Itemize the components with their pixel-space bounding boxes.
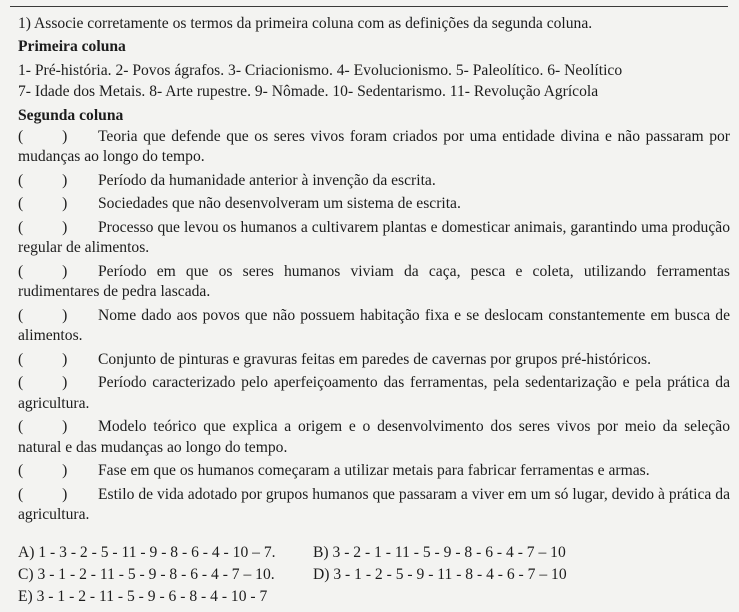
top-border-line xyxy=(10,6,728,7)
definition-text: Modelo teórico que explica a origem e o desenvolvimento dos seres vivos por meio da seleção natural e das mudanças ao longo do tempo. xyxy=(18,418,730,456)
definition-text: Processo que levou os humanos a cultivarem plantas e domesticar animais, garantindo uma produção regular de alimentos. xyxy=(18,218,730,256)
definition-item xyxy=(18,350,730,371)
answer-blank[interactable]: ( ) xyxy=(18,262,68,280)
definition-item xyxy=(18,461,730,482)
question-title: 1) Associe corretamente os termos da primeira coluna com as definições da segunda coluna. xyxy=(18,15,593,32)
definition-text: Período da humanidade anterior à invenção da escrita. xyxy=(98,171,436,189)
answer-blank[interactable]: ( ) xyxy=(18,195,68,212)
definition-text: Fase em que os humanos começaram a utilizar metais para fabricar ferramentas e armas. xyxy=(98,462,650,479)
terms-line: 7- Idade dos Metais. 8- Arte rupestre. 9- Nômade. 10- Sedentarismo. 11- Revolução Agrícola xyxy=(18,82,599,100)
terms-list xyxy=(18,61,730,102)
terms-line: 1- Pré-história. 2- Povos ágrafos. 3- Criacionismo. 4- Evolucionismo. 5- Paleolítico. 6- Neolítico xyxy=(18,62,623,79)
definition-text: Estilo de vida adotado por grupos humanos que passaram a viver em um só lugar, devido à prática da agricultura. xyxy=(18,485,730,523)
definition-item xyxy=(18,127,730,168)
answer-blank[interactable]: ( ) xyxy=(18,418,68,435)
answer-blank[interactable]: ( ) xyxy=(18,306,68,324)
option-a[interactable]: A) 1 - 3 - 2 - 5 - 11 - 9 - 8 - 6 - 4 - 10 – 7. xyxy=(18,543,276,561)
definition-text: Nome dado aos povos que não possuem habitação fixa e se deslocam constantemente em busca de alimentos. xyxy=(18,306,730,344)
answer-blank[interactable]: ( ) xyxy=(18,485,68,503)
answer-blank[interactable]: ( ) xyxy=(18,462,68,479)
second-column-heading: Segunda coluna xyxy=(18,107,124,124)
definition-text: Período caracterizado pelo aperfeiçoamento das ferramentas, pela sedentarização e pela prática da agricultura. xyxy=(18,374,730,412)
answer-blank[interactable]: ( ) xyxy=(18,374,68,391)
option-c[interactable]: C) 3 - 1 - 2 - 11 - 5 - 9 - 8 - 6 - 4 - 7 – 10. xyxy=(18,565,275,583)
definition-item xyxy=(18,485,730,526)
definition-text: Conjunto de pinturas e gravuras feitas em paredes de cavernas por grupos pré-históricos. xyxy=(98,350,651,368)
definition-item xyxy=(18,417,730,458)
definition-item xyxy=(18,306,730,347)
answer-options xyxy=(18,542,730,608)
first-column-heading: Primeira coluna xyxy=(18,37,126,55)
option-e[interactable]: E) 3 - 1 - 2 - 11 - 5 - 9 - 6 - 8 - 4 - 10 - 7 xyxy=(18,587,268,605)
definition-text: Período em que os seres humanos viviam da caça, pesca e coleta, utilizando ferramentas rudimentares de pedra lascada. xyxy=(18,262,730,300)
definition-item xyxy=(18,194,730,215)
option-b[interactable]: B) 3 - 2 - 1 - 11 - 5 - 9 - 8 - 6 - 4 - 7 – 10 xyxy=(313,543,566,561)
definition-item xyxy=(18,171,730,192)
options-row xyxy=(18,564,730,586)
answer-blank[interactable]: ( ) xyxy=(18,218,68,236)
definition-item xyxy=(18,218,730,259)
options-row xyxy=(18,542,730,564)
definition-text: Teoria que defende que os seres vivos foram criados por uma entidade divina e não passaram por mudanças ao longo do tempo. xyxy=(18,127,730,165)
definition-item xyxy=(18,262,730,303)
option-d[interactable]: D) 3 - 1 - 2 - 5 - 9 - 11 - 8 - 4 - 6 - 7 – 10 xyxy=(313,565,567,583)
answer-blank[interactable]: ( ) xyxy=(18,171,68,189)
answer-blank[interactable]: ( ) xyxy=(18,350,68,368)
definition-item xyxy=(18,373,730,414)
options-row xyxy=(18,586,730,608)
answer-blank[interactable]: ( ) xyxy=(18,127,68,145)
question-block xyxy=(18,14,730,608)
definition-text: Sociedades que não desenvolveram um sistema de escrita. xyxy=(98,195,461,212)
